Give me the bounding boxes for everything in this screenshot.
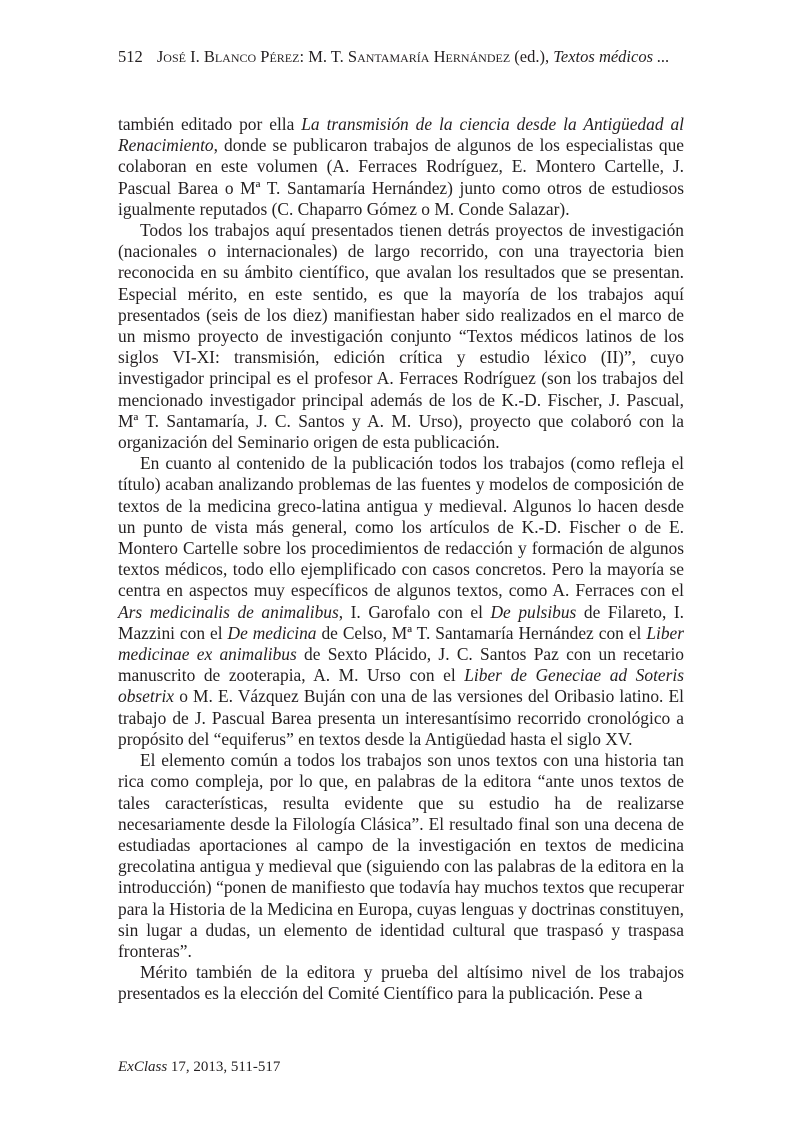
italic-title: De pulsibus [490,601,577,622]
paragraph-1 [118,114,684,220]
text-segment: o M. E. Vázquez Buján con una de las versiones del Oribasio latino. El trabajo de J. Pascual Barea presenta un interesantísimo recorrido cronológico a propósito del “equiferus” en textos desde la Antigüedad hasta el siglo XV. [118,686,684,749]
paragraph-4 [118,750,684,962]
paragraph-2 [118,220,684,453]
italic-title: Liber de Geneciae ad Soteris obsetrix [118,665,684,707]
text-segment: En cuanto al contenido de la publicación todos los trabajos (como refleja el título) acaban analizando problemas de las fuentes y modelos de composición de textos de la medicina greco-latina antigua y medieval. Algunos lo hacen desde un punto de vista más general, como los artículos de K.-D. Fischer o de E. Montero Cartelle sobre los procedimientos de redacción y formación de algunos textos médicos, todo ello ejemplificado con casos concretos. Pero la mayoría se centra en aspectos muy específicos de algunos textos, como A. Ferraces con el [118,453,684,601]
paragraph-5 [118,962,684,1004]
italic-title: La transmisión de la ciencia desde la Antigüedad al Renacimiento [118,114,684,156]
journal-name: ExClass [118,1059,168,1075]
running-header [118,47,698,67]
journal-footer [118,1059,280,1076]
journal-citation: 17, 2013, 511-517 [167,1059,281,1075]
book-title: Textos médicos ... [553,47,670,66]
page-number: 512 [118,47,143,66]
text-segment: de Filareto, I. Mazzini con el [118,601,685,643]
text-segment: El elemento común a todos los trabajos son unos textos con una historia tan rica como compleja, por lo que, en palabras de la editora “ante unos textos de tales características, resulta evidente que su estudio ha de realizarse necesariamente desde la Filología Clásica”. El resultado final son una decena de estudiadas aportaciones al campo de la investigación en textos de medicina grecolatina antigua y medieval que (siguiendo con las palabras de la editora en la introducción) “ponen de manifiesto que todavía hay muchos textos que recuperar para la Historia de la Medicina en Europa, cuyas lenguas y doctrinas constituyen, sin lugar a dudas, un elemento de identidad cultural que traspasó y traspasa fronteras”. [118,750,684,961]
text-segment: de Celso, Mª T. Santamaría Hernández con el [316,622,647,643]
italic-title: Ars medicinalis de animalibus [118,601,339,622]
text-segment: Todos los trabajos aquí presentados tienen detrás proyectos de investigación (nacionales o internacionales) de largo recorrido, con una trayectoria bien reconocida en su ámbito científico, que avalan los resultados que se presentan. Especial mérito, en este sentido, es que la mayoría de los trabajos aquí presentados (seis de los diez) manifiestan haber sido realizados en el marco de un mismo proyecto de investigación conjunto “Textos médicos latinos de los siglos VI-XI: transmisión, edición crítica y estudio léxico (II)”, cuyo investigador principal es el profesor A. Ferraces Rodríguez (son los trabajos del mencionado investigador principal además de los de K.-D. Fischer, J. Pascual, Mª T. Santamaría, J. C. Santos y A. M. Urso), proyecto que colaboró con la organización del Seminario origen de esta publicación. [118,220,684,453]
italic-title: De medicina [227,622,317,643]
italic-title: Liber medicinae ex animalibus [118,622,684,665]
paragraph-3 [118,453,684,750]
text-segment: , I. Garofalo con el [338,601,491,622]
text-segment: Mérito también de la editora y prueba del altísimo nivel de los trabajos presentados es la elección del Comité Científico para la publicación. Pese a [118,962,684,1004]
text-segment: de Sexto Plácido, J. C. Santos Paz con un recetario manuscrito de zooterapia, A. M. Urso con el [118,644,684,686]
text-segment: también editado por ella [118,114,302,134]
book-editor: M. T. Santamaría Hernández [308,47,511,66]
review-author: José I. Blanco Pérez [156,47,300,66]
body-text [118,114,684,1005]
editor-suffix: (ed.), [510,47,554,66]
text-segment: , donde se publicaron trabajos de algunos de los especialistas que colaboran en este volumen (A. Ferraces Rodríguez, E. Montero Cartelle, J. Pascual Barea o Mª T. Santamaría Hernández) junto como otros de estudiosos igualmente reputados (C. Chaparro Gómez o M. Conde Salazar). [118,135,684,219]
header-separator: : [299,47,309,66]
